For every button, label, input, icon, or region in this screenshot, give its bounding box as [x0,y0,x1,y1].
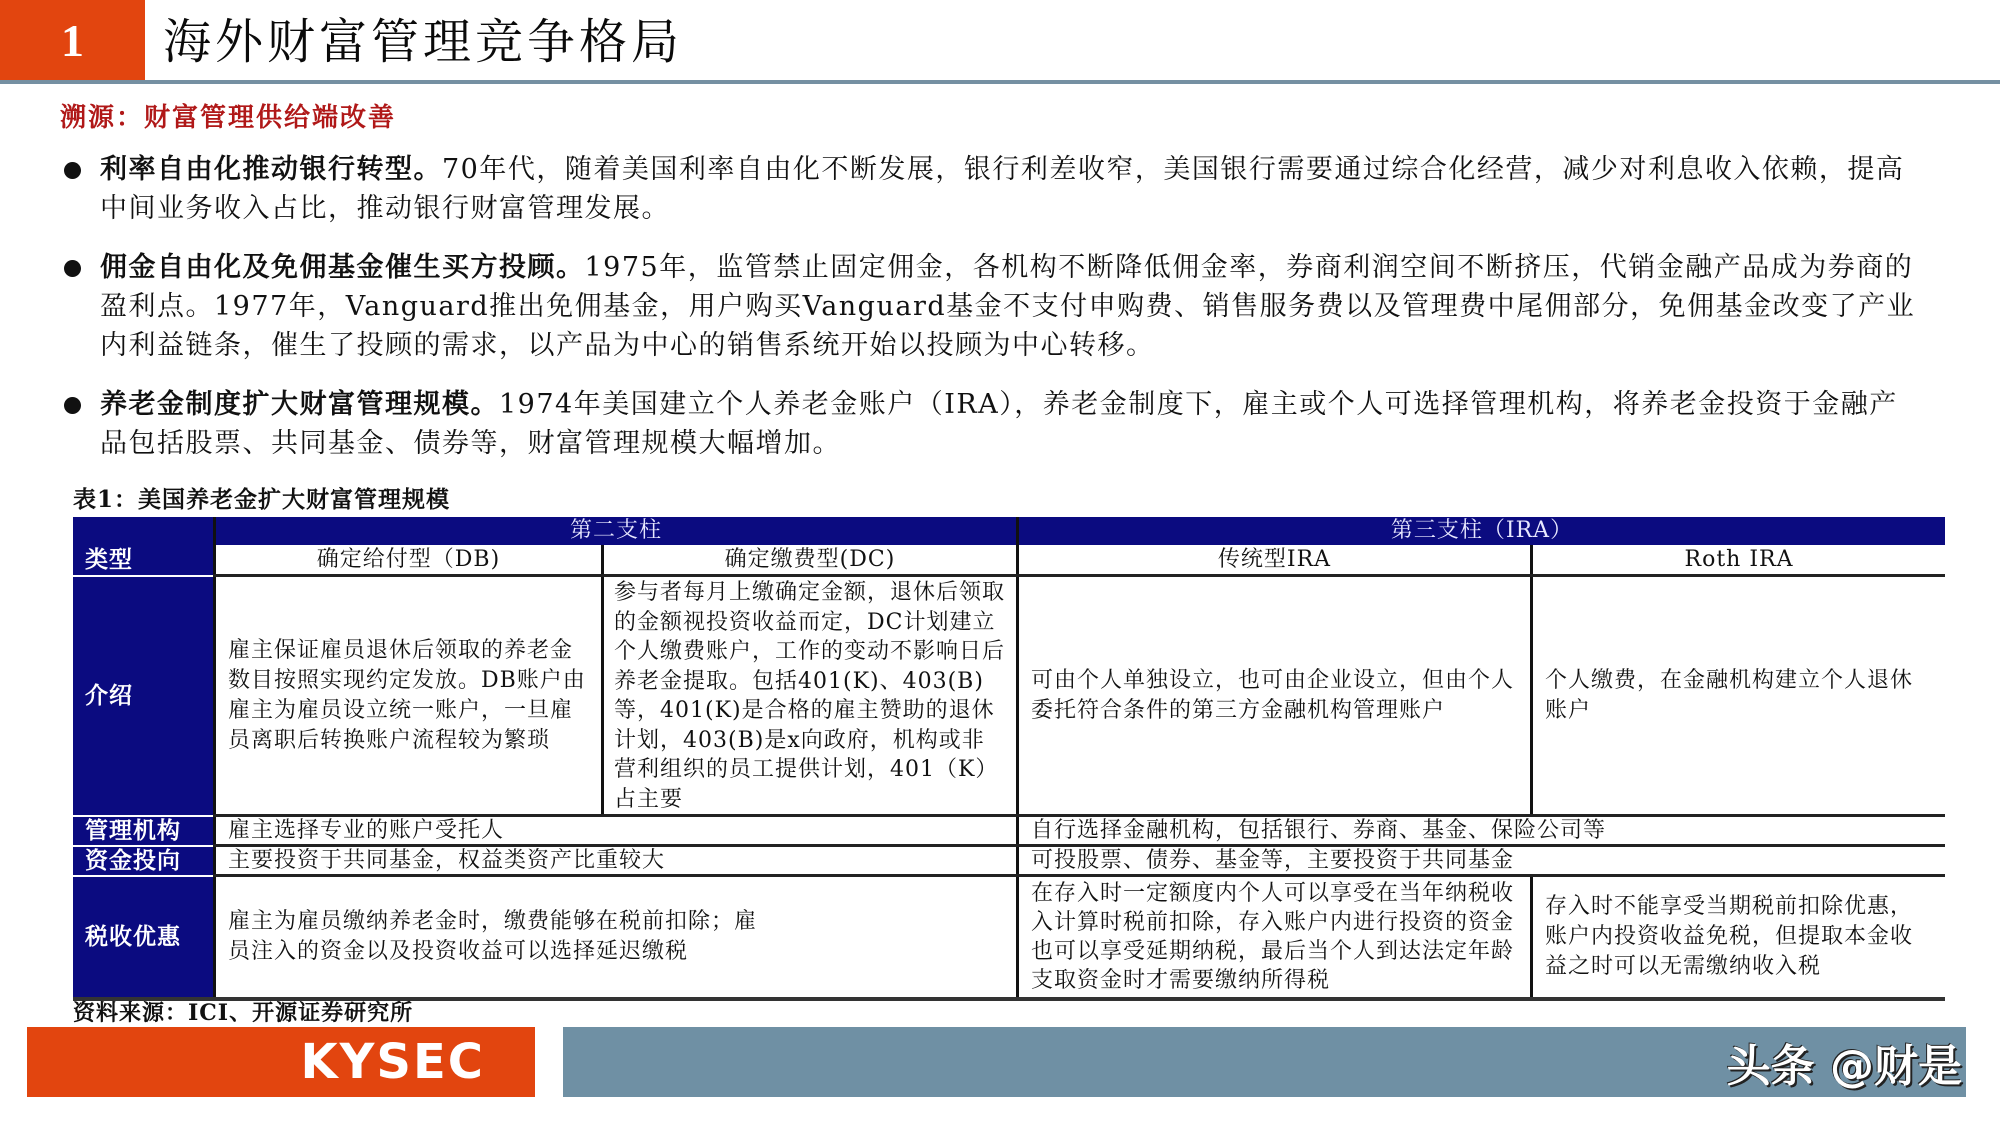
bullet-dot-icon [64,260,81,277]
bullet-text: 1974年美国建立个人养老金账户（IRA），养老金制度下，雇主或个人可选择管理机构，将养老金投资于金融产品包括股票、共同基金、债券等，财富管理规模大幅增加。 [100,389,1898,459]
footer-brand-block [27,1027,535,1097]
cell-tax-second-pillar: 雇主为雇员缴纳养老金时，缴费能够在税前扣除；雇员注入的资金以及投资收益可以选择延迟缴税 [213,877,1016,997]
brand-logo: KYSEC [300,1034,485,1090]
bullet-dot-icon [64,397,81,414]
pillar-header-second: 第二支柱 [213,517,1016,545]
cell-intro-db: 雇主保证雇员退休后领取的养老金数目按照实现约定发放。DB账户由雇主为雇员设立统一账户，一旦雇员离职后转换账户流程较为繁琐 [213,577,601,815]
table-row-management [73,817,1945,845]
cell-intro-roth-ira: 个人缴费，在金融机构建立个人退休账户 [1530,577,1945,815]
column-header-db: 确定给付型（DB) [213,545,601,575]
bullet-heading: 利率自由化推动银行转型。 [100,154,442,185]
cell-investment-third-pillar: 可投股票、债券、基金等，主要投资于共同基金 [1016,847,1945,875]
table-type-row [73,545,1945,575]
pillar-header-third: 第三支柱（IRA） [1016,517,1945,545]
row-label-investment: 资金投向 [73,847,213,875]
column-header-dc: 确定缴费型(DC) [601,545,1016,575]
row-label-intro: 介绍 [73,577,213,815]
cell-management-second-pillar: 雇主选择专业的账户受托人 [213,817,1016,845]
cell-management-third-pillar: 自行选择金融机构，包括银行、券商、基金、保险公司等 [1016,817,1945,845]
bullet-list [60,150,1920,483]
cell-intro-traditional-ira: 可由个人单独设立，也可由企业设立，但由个人委托符合条件的第三方金融机构管理账户 [1016,577,1530,815]
cell-intro-dc: 参与者每月上缴确定金额，退休后领取的金额视投资收益而定，DC计划建立个人缴费账户，工作的变动不影响日后养老金提取。包括401(K)、403(B)等，401(K)是合格的雇主赞助的退休计划，403(B)是x向政府，机构或非营利组织的员工提供计划，401（K）占主要 [601,577,1016,815]
page-title: 海外财富管理竞争格局 [163,14,684,70]
watermark-text: 头条 @财是 [1726,1041,1962,1092]
bullet-dot-icon [64,162,81,179]
source-note: 资料来源：ICI、开源证券研究所 [73,1000,414,1026]
row-label-management: 管理机构 [73,817,213,845]
title-divider [0,80,2000,84]
table-row-investment [73,847,1945,875]
bullet-text: 1975年，监管禁止固定佣金，各机构不断降低佣金率，券商利润空间不断挤压，代销金融产品成为券商的盈利点。1977年，Vanguard推出免佣基金，用户购买Vanguard基金不支付申购费、销售服务费以及管理费中尾佣部分，免佣基金改变了产业内利益链条，催生了投顾的需求，以产品为中心的销售系统开始以投顾为中心转移。 [100,252,1916,361]
table-row-intro [73,577,1945,815]
cell-tax-traditional-ira: 在存入时一定额度内个人可以享受在当年纳税收入计算时税前扣除，存入账户内进行投资的资金也可以享受延期纳税，最后当个人到达法定年龄支取资金时才需要缴纳所得税 [1016,877,1530,997]
column-header-roth-ira: Roth IRA [1530,545,1945,575]
cell-investment-second-pillar: 主要投资于共同基金，权益类资产比重较大 [213,847,1016,875]
bullet-heading: 佣金自由化及免佣基金催生买方投顾。 [100,252,585,283]
bullet-heading: 养老金制度扩大财富管理规模。 [100,389,499,420]
bullet-item [60,248,1920,365]
section-number-badge: 1 [0,0,145,80]
row-label-tax: 税收优惠 [73,877,213,997]
bullet-text: 70年代，随着美国利率自由化不断发展，银行利差收窄，美国银行需要通过综合化经营，减少对利息收入依赖，提高中间业务收入占比，推动银行财富管理发展。 [100,154,1905,224]
bullet-item [60,385,1920,463]
bullet-item [60,150,1920,228]
footer-bar [563,1027,1966,1097]
table-row-tax [73,877,1945,997]
row-label-type: 类型 [73,545,213,575]
table-corner-cell [73,517,213,545]
column-header-traditional-ira: 传统型IRA [1016,545,1530,575]
section-subtitle: 溯源：财富管理供给端改善 [60,103,397,133]
table-pillar-header-row [73,517,1945,545]
table-caption: 表1：美国养老金扩大财富管理规模 [73,486,451,513]
cell-tax-roth-ira: 存入时不能享受当期税前扣除优惠，账户内投资收益免税，但提取本金收益之时可以无需缴纳收入税 [1530,877,1945,997]
